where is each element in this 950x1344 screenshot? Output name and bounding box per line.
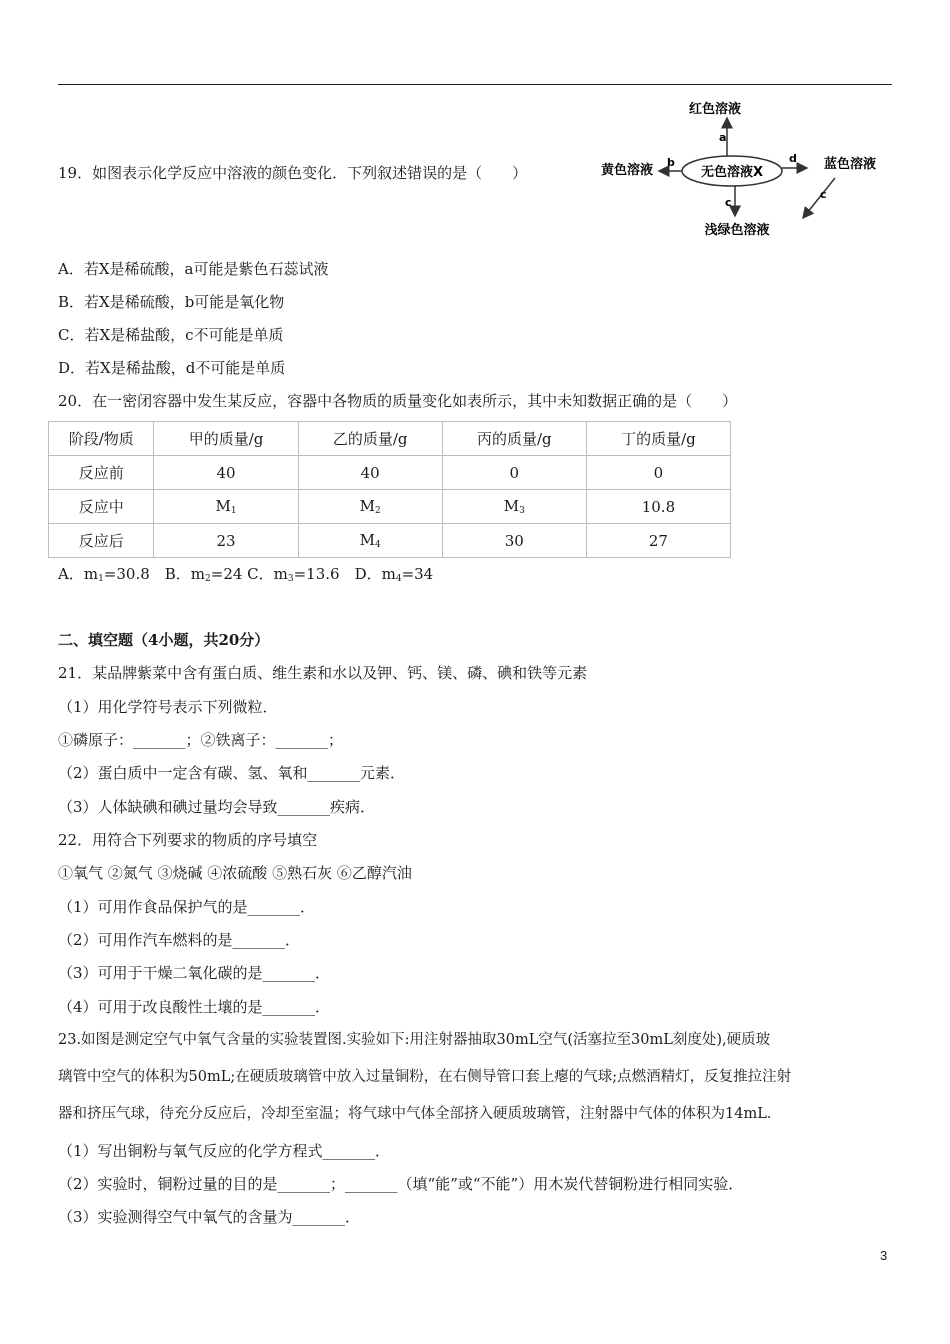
right-label: 蓝色溶液 (823, 157, 877, 172)
q21-line-4: （3）人体缺碘和碘过量均会导致_______疾病． (58, 798, 376, 816)
q21-line-2: ①磷原子：_______；②铁离子：_______； (58, 731, 344, 749)
center-label: 无色溶液X (700, 165, 764, 180)
table-header-cell: 丁的质量/g (586, 422, 730, 456)
table-cell: 反应中 (49, 490, 154, 524)
left-label: 黄色溶液 (600, 163, 654, 178)
table-cell: 40 (298, 456, 442, 490)
table-cell: $M_4$ (298, 524, 442, 558)
table-cell: $M_2$ (298, 490, 442, 524)
table-row (49, 490, 731, 524)
label-a: a (719, 131, 727, 144)
table-cell: 0 (586, 456, 730, 490)
q22-stem: 22．用符合下列要求的物质的序号填空 (58, 831, 318, 849)
q22-choices: ①氧气 ②氮气 ③烧碱 ④浓硫酸 ⑤熟石灰 ⑥乙醇汽油 (58, 864, 412, 882)
q20-mass-table (48, 421, 731, 558)
q22-line-2: （2）可用作汽车燃料的是_______． (58, 931, 301, 949)
q23-text-2: 璃管中空气的体积为50mL;在硬质玻璃管中放入过量铜粉，在右侧导管口套上瘪的气球;点燃酒精灯，反复推拉注射 (58, 1069, 792, 1085)
q22-line-4: （4）可用于改良酸性土壤的是_______． (58, 998, 331, 1016)
q21-line-3: （2）蛋白质中一定含有碳、氢、氧和_______元素． (58, 764, 406, 782)
q19-option-d: D．若X是稀盐酸，d不可能是单质 (58, 359, 286, 377)
table-cell: 反应后 (49, 524, 154, 558)
table-header-cell: 阶段/物质 (49, 422, 154, 456)
q23-line-3: （3）实验测得空气中氧气的含量为_______． (58, 1208, 361, 1226)
arrow-c-diag (803, 178, 835, 218)
table-header-cell: 乙的质量/g (298, 422, 442, 456)
table-cell: 23 (154, 524, 298, 558)
bottom-label: 浅绿色溶液 (704, 223, 770, 238)
table-cell: 27 (586, 524, 730, 558)
table-cell: 反应前 (49, 456, 154, 490)
table-header-cell: 丙的质量/g (442, 422, 586, 456)
q19-color-change-diagram (595, 96, 890, 246)
q19-option-a: A．若X是稀硫酸，a可能是紫色石蕊试液 (58, 260, 329, 278)
q21-line-1: （1）用化学符号表示下列微粒． (58, 698, 278, 716)
table-cell: 10.8 (586, 490, 730, 524)
q23-text-1: 23.如图是测定空气中氧气含量的实验装置图.实验如下:用注射器抽取30mL空气(活塞拉至30mL刻度处),硬质玻 (58, 1032, 771, 1048)
q23-line-2: （2）实验时，铜粉过量的目的是_______；_______（填“能”或“不能”）用木炭代替铜粉进行相同实验． (58, 1175, 744, 1193)
table-cell: 0 (442, 456, 586, 490)
table-cell: 40 (154, 456, 298, 490)
q23-text-3: 器和挤压气球，待充分反应后，冷却至室温；将气球中气体全部挤入硬质玻璃管，注射器中气体的体积为14mL． (58, 1106, 782, 1122)
q19-option-c: C．若X是稀盐酸，c不可能是单质 (58, 326, 284, 344)
table-row (49, 456, 731, 490)
table-cell: 30 (442, 524, 586, 558)
page-number: 3 (880, 1248, 888, 1263)
label-c-diag: c (820, 188, 827, 201)
q22-line-3: （3）可用于干燥二氧化碳的是_______． (58, 964, 331, 982)
table-cell: $M_1$ (154, 490, 298, 524)
q19-option-b: B．若X是稀硫酸，b可能是氧化物 (58, 293, 285, 311)
q23-line-1: （1）写出铜粉与氧气反应的化学方程式_______． (58, 1142, 391, 1160)
q20-stem: 20．在一密闭容器中发生某反应，容器中各物质的质量变化如表所示，其中未知数据正确的是（ ） (58, 392, 738, 410)
q19-stem: 19．如图表示化学反应中溶液的颜色变化．下列叙述错误的是（ ） (58, 164, 528, 182)
label-c-down: c (725, 196, 732, 209)
table-row (49, 524, 731, 558)
table-header-row (49, 422, 731, 456)
q21-stem: 21．某品牌紫菜中含有蛋白质、维生素和水以及钾、钙、镁、磷、碘和铁等元素 (58, 664, 588, 682)
section2-title: 二、填空题（4小题，共20分） (58, 631, 270, 649)
table-header-cell: 甲的质量/g (154, 422, 298, 456)
label-d: d (789, 152, 797, 165)
label-b: b (667, 156, 675, 169)
q20-options: A．$m_1=30.8$ B．$m_2=24$ C．$m_3=13.6$ D．$m_4=34$ (58, 565, 434, 584)
header-rule (58, 84, 892, 85)
q22-line-1: （1）可用作食品保护气的是_______． (58, 898, 316, 916)
table-cell: $M_3$ (442, 490, 586, 524)
top-label: 红色溶液 (688, 102, 742, 117)
